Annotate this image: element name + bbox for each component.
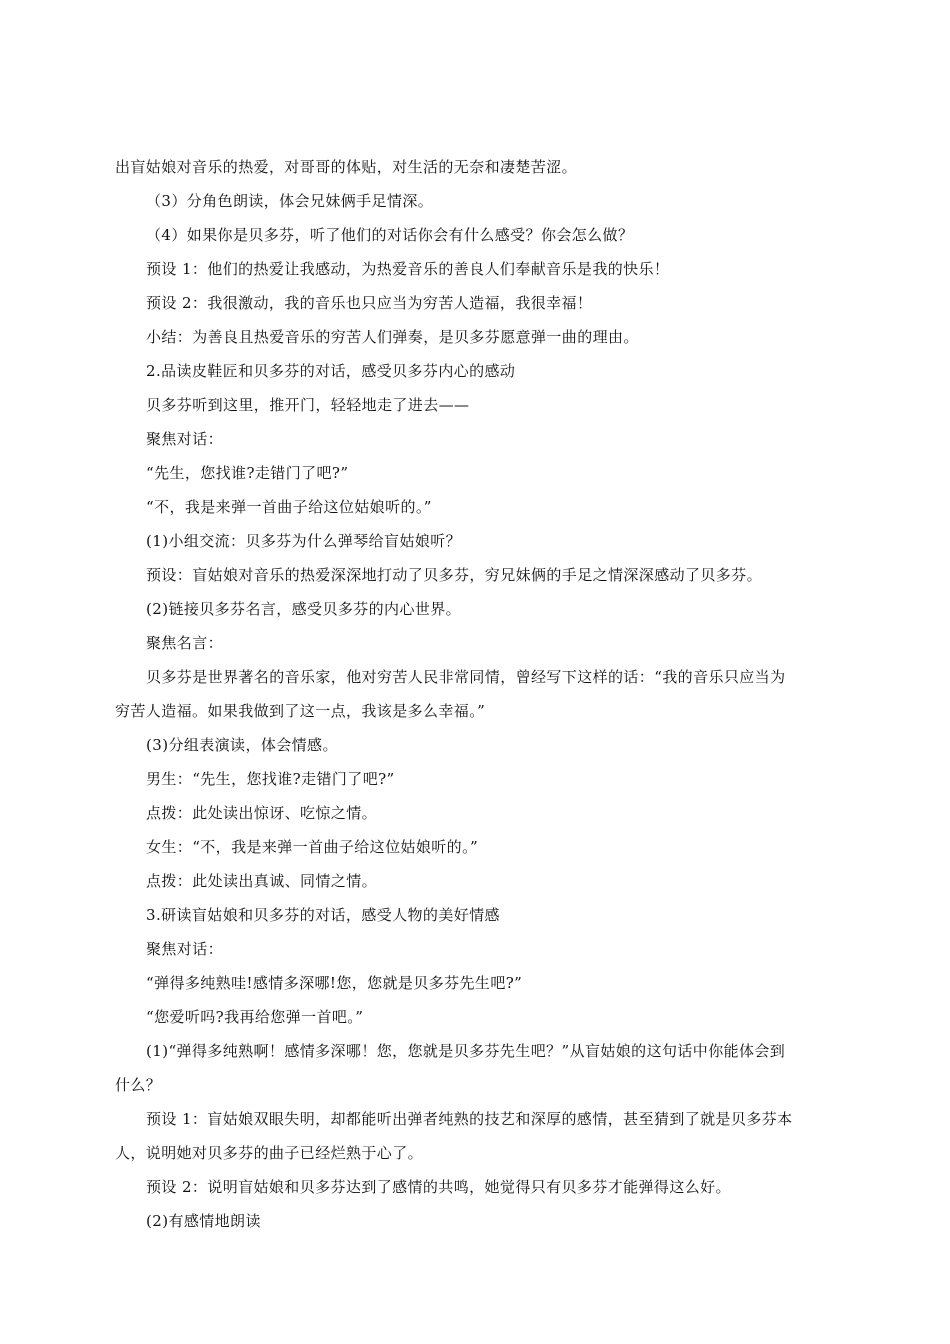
text-line: 预设 1：盲姑娘双眼失明，却都能听出弹者纯熟的技艺和深厚的感情，甚至猜到了就是贝多芬本 (146, 1110, 793, 1128)
text-line: 聚焦对话： (146, 430, 224, 448)
text-line: (2)链接贝多芬名言，感受贝多芬的内心世界。 (146, 600, 462, 618)
document-body (115, 150, 860, 1238)
text-line: 点拨：此处读出惊讶、吃惊之情。 (146, 804, 378, 822)
text-line: 男生：“先生，您找谁?走错门了吧?” (146, 770, 395, 788)
text-line: 小结：为善良且热爱音乐的穷苦人们弹奏，是贝多芬愿意弹一曲的理由。 (146, 328, 639, 346)
text-line: (1)“弹得多纯熟啊！感情多深哪！您，您就是贝多芬先生吧？”从盲姑娘的这句话中你能体会到 (146, 1042, 786, 1060)
text-line: （3）分角色朗读，体会兄妹俩手足情深。 (146, 192, 434, 210)
text-line: （4）如果你是贝多芬，听了他们的对话你会有什么感受？你会怎么做？ (146, 226, 634, 244)
text-line: “先生，您找谁?走错门了吧?” (146, 464, 349, 482)
text-line: 2.品读皮鞋匠和贝多芬的对话，感受贝多芬内心的感动 (146, 362, 516, 380)
text-line: 点拨：此处读出真诚、同情之情。 (146, 872, 378, 890)
text-line: “弹得多纯熟哇!感情多深哪!您，您就是贝多芬先生吧?” (146, 974, 523, 992)
text-line: 出盲姑娘对音乐的热爱，对哥哥的体贴，对生活的无奈和凄楚苦涩。 (115, 158, 578, 176)
text-line: 穷苦人造福。如果我做到了这一点，我该是多么幸福。” (115, 702, 486, 720)
text-line: 聚焦对话： (146, 940, 224, 958)
text-line: 什么？ (115, 1076, 162, 1094)
text-line: (2)有感情地朗读 (146, 1212, 261, 1230)
text-line: 贝多芬是世界著名的音乐家，他对穷苦人民非常同情，曾经写下这样的话：“我的音乐只应当为 (146, 668, 786, 686)
text-line: (1)小组交流：贝多芬为什么弹琴给盲姑娘听？ (146, 532, 462, 550)
text-line: “不，我是来弹一首曲子给这位姑娘听的。” (146, 498, 432, 516)
text-line: 3.研读盲姑娘和贝多芬的对话，感受人物的美好情感 (146, 906, 500, 924)
text-line: (3)分组表演读，体会情感。 (146, 736, 338, 754)
text-line: “您爱听吗?我再给您弹一首吧。” (146, 1008, 364, 1026)
text-line: 预设 2：说明盲姑娘和贝多芬达到了感情的共鸣，她觉得只有贝多芬才能弹得这么好。 (146, 1178, 731, 1196)
text-line: 聚焦名言： (146, 634, 224, 652)
text-line: 预设 2：我很激动，我的音乐也只应当为穷苦人造福，我很幸福！ (146, 294, 593, 312)
text-line: 预设：盲姑娘对音乐的热爱深深地打动了贝多芬，穷兄妹俩的手足之情深深感动了贝多芬。 (146, 566, 763, 584)
text-line: 女生：“不，我是来弹一首曲子给这位姑娘听的。” (146, 838, 479, 856)
text-line: 贝多芬听到这里，推开门，轻轻地走了进去—— (146, 396, 470, 414)
text-line: 人，说明她对贝多芬的曲子已经烂熟于心了。 (115, 1144, 424, 1162)
text-line: 预设 1：他们的热爱让我感动，为热爱音乐的善良人们奉献音乐是我的快乐！ (146, 260, 670, 278)
